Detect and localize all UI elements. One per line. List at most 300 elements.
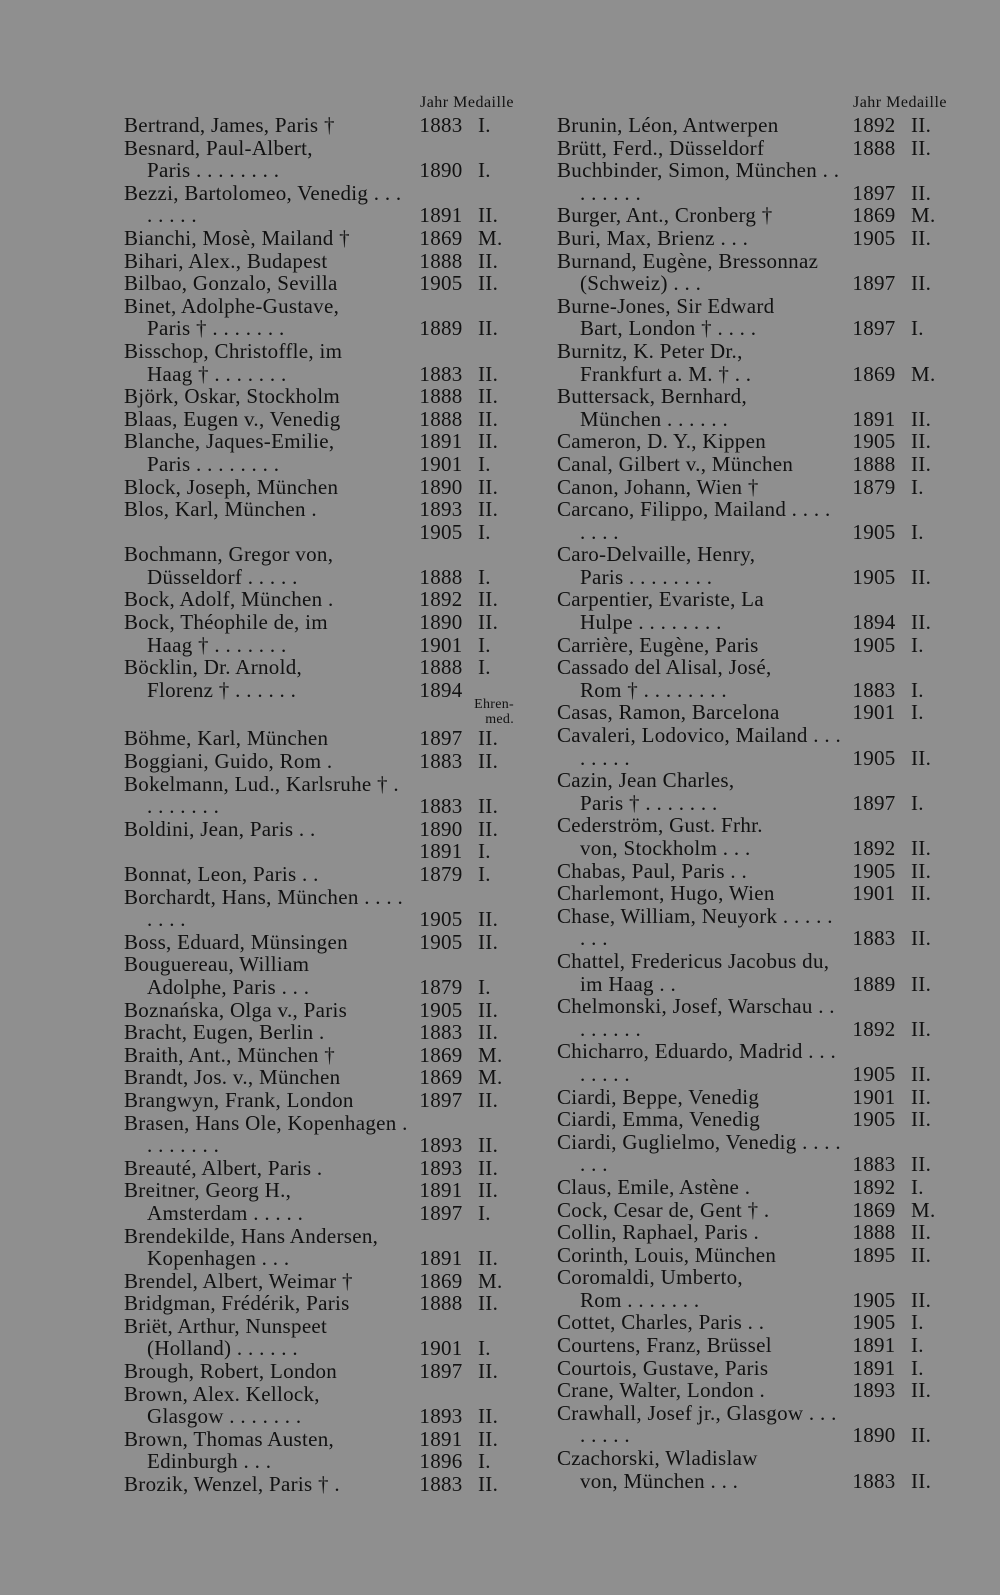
award-year: 1883 bbox=[852, 677, 896, 702]
list-item bbox=[557, 814, 947, 859]
list-item bbox=[124, 137, 514, 182]
artist-name: Briët, Arthur, Nunspeet (Holland) . . . . . . bbox=[124, 1313, 328, 1361]
artist-name: Brendekilde, Hans Andersen, Kopenhagen . . . bbox=[124, 1223, 384, 1271]
award-year: 1905 bbox=[419, 907, 463, 932]
medal-class: I. bbox=[478, 974, 491, 999]
medal-class: II. bbox=[478, 248, 499, 273]
artist-name: Böhme, Karl, München bbox=[124, 726, 329, 751]
list-item bbox=[557, 1176, 947, 1199]
medal-class: II. bbox=[478, 203, 499, 228]
artist-name: Braith, Ant., München † bbox=[124, 1042, 336, 1067]
list-item bbox=[557, 1108, 947, 1131]
artist-name: Blos, Karl, München . bbox=[124, 497, 317, 522]
artist-name: Ciardi, Beppe, Venedig bbox=[557, 1084, 760, 1109]
list-item bbox=[124, 1179, 514, 1224]
award-year: 1879 bbox=[419, 862, 463, 886]
list-item bbox=[124, 250, 514, 273]
list-item bbox=[557, 724, 947, 769]
award-year: 1897 bbox=[419, 1087, 463, 1112]
award-year: 1892 bbox=[852, 113, 896, 137]
list-item bbox=[124, 340, 514, 385]
artist-name: Chabas, Paul, Paris . . bbox=[557, 858, 748, 883]
medal-class: II. bbox=[478, 316, 499, 341]
list-item bbox=[124, 818, 514, 863]
list-item bbox=[557, 769, 947, 814]
award-year: 1869 bbox=[852, 1197, 896, 1222]
list-item bbox=[124, 931, 514, 954]
medal-class: II. bbox=[478, 271, 499, 296]
award-year: 1893 1905 bbox=[419, 497, 463, 544]
list-item bbox=[124, 1089, 514, 1112]
award-year: 1892 bbox=[852, 1016, 896, 1041]
list-item bbox=[557, 340, 947, 385]
list-item bbox=[557, 385, 947, 430]
award-year: 1905 bbox=[852, 429, 896, 454]
artist-name: Breauté, Albert, Paris . bbox=[124, 1155, 323, 1180]
artist-name: Czachorski, Wladislaw von, München . . . bbox=[557, 1446, 758, 1493]
artist-name: Boggiani, Guido, Rom . bbox=[124, 749, 333, 774]
award-year: 1889 bbox=[419, 316, 463, 341]
medal-class: I. bbox=[911, 474, 924, 499]
artist-name: Cottet, Charles, Paris . . bbox=[557, 1310, 765, 1335]
award-year: 1888 bbox=[419, 248, 463, 273]
medal-class: II. I. bbox=[478, 610, 499, 657]
list-item bbox=[124, 1383, 514, 1428]
award-year: 1891 bbox=[852, 1333, 896, 1358]
list-item bbox=[124, 773, 514, 818]
medal-class: II. bbox=[911, 836, 932, 860]
artist-name: Courtois, Gustave, Paris bbox=[557, 1355, 769, 1380]
award-year: 1905 bbox=[852, 225, 896, 250]
award-year: 1883 bbox=[419, 1472, 463, 1497]
list-item bbox=[557, 905, 947, 950]
award-year: 1883 bbox=[419, 749, 463, 774]
award-year: 1895 bbox=[852, 1242, 896, 1267]
list-item bbox=[557, 204, 947, 227]
artist-name: Bonnat, Leon, Paris . . bbox=[124, 862, 319, 886]
artist-name: Canon, Johann, Wien † bbox=[557, 474, 759, 499]
award-year: 1869 bbox=[852, 361, 896, 386]
award-year: 1890 bbox=[852, 1423, 896, 1448]
artist-name: Coromaldi, Umberto, Rom . . . . . . . bbox=[557, 1265, 743, 1312]
award-year: 1905 bbox=[419, 997, 463, 1022]
award-year: 1890 1901 bbox=[419, 610, 463, 657]
artist-name: Brough, Robert, London bbox=[124, 1359, 338, 1384]
medal-class: I. bbox=[478, 564, 491, 589]
medal-class: II. bbox=[478, 749, 499, 774]
artist-name: Borchardt, Hans, München . . . . . . . . bbox=[124, 884, 409, 932]
award-year: 1883 bbox=[852, 1468, 896, 1493]
medal-class: II. bbox=[911, 926, 932, 951]
medal-note: Ehren- med. bbox=[474, 697, 514, 728]
medal-class: M. bbox=[911, 361, 936, 386]
list-item bbox=[557, 250, 947, 295]
award-year: 1883 bbox=[852, 926, 896, 951]
award-year: 1897 bbox=[852, 790, 896, 815]
award-year: 1889 bbox=[852, 971, 896, 996]
award-year: 1905 bbox=[852, 1310, 896, 1335]
list-item bbox=[557, 1199, 947, 1222]
medal-class: II. bbox=[478, 1020, 499, 1045]
medal-class: II. bbox=[911, 564, 932, 589]
award-year: 1892 bbox=[852, 836, 896, 860]
medal-class: II. bbox=[478, 929, 499, 954]
artist-name: Corinth, Louis, München bbox=[557, 1242, 777, 1267]
list-item bbox=[124, 999, 514, 1022]
list-item bbox=[124, 886, 514, 931]
medal-class: II. bbox=[911, 1378, 932, 1403]
right-column bbox=[557, 92, 947, 1492]
medal-class: I. bbox=[911, 1333, 924, 1358]
list-item bbox=[124, 611, 514, 656]
award-year: 1869 bbox=[852, 203, 896, 228]
medal-class: II. bbox=[478, 1291, 499, 1316]
artist-name: Boldini, Jean, Paris . . bbox=[124, 816, 316, 841]
medal-class: I. bbox=[911, 632, 924, 657]
medal-class: I. bbox=[911, 1174, 924, 1199]
artist-name: Bihari, Alex., Budapest bbox=[124, 248, 328, 273]
award-year: 1888 1894 bbox=[419, 655, 463, 702]
award-year: 1891 1901 bbox=[419, 429, 463, 476]
award-year: 1883 bbox=[419, 113, 463, 137]
artist-name: Buri, Max, Brienz . . . bbox=[557, 225, 749, 250]
award-year: 1901 bbox=[419, 1336, 463, 1361]
list-item bbox=[124, 498, 514, 543]
list-item bbox=[557, 498, 947, 543]
list-item bbox=[557, 453, 947, 476]
artist-name: Brendel, Albert, Weimar † bbox=[124, 1268, 353, 1293]
medal-class: II. I. bbox=[478, 1426, 499, 1474]
medal-class: II. bbox=[911, 610, 932, 635]
artist-name: Burnand, Eugène, Bressonnaz (Schweiz) . . . bbox=[557, 248, 824, 296]
award-year: 1905 bbox=[852, 858, 896, 883]
medal-class: II. bbox=[911, 1423, 932, 1448]
list-item bbox=[557, 656, 947, 701]
award-year: 1905 bbox=[419, 271, 463, 296]
medal-class: II. bbox=[911, 1084, 932, 1109]
list-item bbox=[557, 995, 947, 1040]
list-item bbox=[557, 950, 947, 995]
award-year: 1891 bbox=[419, 1246, 463, 1271]
artist-name: Besnard, Paul-Albert, Paris . . . . . . . . bbox=[124, 135, 313, 183]
list-item bbox=[124, 182, 514, 227]
list-item bbox=[557, 1379, 947, 1402]
list-item bbox=[124, 1112, 514, 1157]
list-item bbox=[124, 476, 514, 499]
artist-name: Cederström, Gust. Frhr. von, Stockholm . . . bbox=[557, 813, 763, 860]
award-year: 1883 bbox=[419, 1020, 463, 1045]
medal-class: II. bbox=[911, 135, 932, 160]
artist-name: Chase, William, Neuyork . . . . . . . . bbox=[557, 903, 839, 951]
artist-name: Breitner, Georg H., Amsterdam . . . . . bbox=[124, 1178, 304, 1225]
list-item bbox=[124, 1157, 514, 1180]
artist-name: Bochmann, Gregor von, Düsseldorf . . . . . bbox=[124, 542, 334, 589]
medal-class: I. bbox=[911, 677, 924, 702]
column-header: Jahr Medaille bbox=[419, 94, 514, 111]
award-year: 1891 1896 bbox=[419, 1426, 463, 1474]
list-item bbox=[557, 1131, 947, 1176]
medal-class: M. bbox=[478, 1042, 503, 1067]
award-year: 1888 bbox=[419, 1291, 463, 1316]
artist-name: Bianchi, Mosè, Mailand † bbox=[124, 225, 350, 250]
artist-name: Cazin, Jean Charles, Paris † . . . . . . . bbox=[557, 768, 735, 815]
award-year: 1890 1891 bbox=[419, 816, 463, 864]
artist-name: Bertrand, James, Paris † bbox=[124, 113, 335, 137]
medal-class: II. bbox=[478, 474, 499, 499]
left-column bbox=[124, 92, 514, 1496]
award-year: 1894 bbox=[852, 610, 896, 635]
artist-name: Bezzi, Bartolomeo, Venedig . . . . . . . . bbox=[124, 180, 408, 228]
award-year: 1905 bbox=[852, 632, 896, 657]
artist-name: Brozik, Wenzel, Paris † . bbox=[124, 1472, 340, 1497]
award-year: 1901 bbox=[852, 881, 896, 906]
list-item bbox=[124, 750, 514, 773]
artist-name: Bokelmann, Lud., Karlsruhe † . . . . . . . . bbox=[124, 771, 405, 819]
award-year: 1901 bbox=[852, 1084, 896, 1109]
medal-class: II. bbox=[911, 858, 932, 883]
list-item bbox=[557, 430, 947, 453]
award-year: 1888 bbox=[852, 135, 896, 160]
list-item bbox=[557, 1221, 947, 1244]
medal-class: I. bbox=[911, 790, 924, 815]
award-year: 1892 bbox=[852, 1174, 896, 1199]
award-year: 1879 bbox=[852, 474, 896, 499]
medal-class: M. bbox=[478, 225, 503, 250]
artist-name: Caro-Delvaille, Henry, Paris . . . . . . . . bbox=[557, 542, 756, 589]
award-year: 1897 bbox=[852, 316, 896, 341]
award-year: 1892 bbox=[419, 587, 463, 612]
medal-class: II. bbox=[478, 1133, 499, 1158]
list-item bbox=[557, 227, 947, 250]
medal-class: I. bbox=[478, 158, 491, 183]
medal-class: II. bbox=[911, 971, 932, 996]
list-item bbox=[124, 1066, 514, 1089]
list-item bbox=[557, 1040, 947, 1085]
artist-name: Brown, Alex. Kellock, Glasgow . . . . . . . bbox=[124, 1381, 320, 1429]
artist-name: Chattel, Fredericus Jacobus du, im Haag . . bbox=[557, 948, 835, 996]
list-item bbox=[557, 1086, 947, 1109]
list-item bbox=[124, 863, 514, 886]
award-year: 1905 bbox=[852, 1061, 896, 1086]
artist-name: Cassado del Alisal, José, Rom † . . . . . . . . bbox=[557, 655, 772, 702]
medal-class: II. bbox=[911, 1107, 932, 1132]
artist-name: Buttersack, Bernhard, München . . . . . . bbox=[557, 384, 747, 431]
medal-class: I. bbox=[478, 1336, 491, 1361]
medal-class: II. bbox=[911, 1061, 932, 1086]
list-item bbox=[124, 295, 514, 340]
award-year: 1905 bbox=[852, 745, 896, 770]
list-item bbox=[557, 1266, 947, 1311]
list-item bbox=[557, 114, 947, 137]
medal-class: I. bbox=[478, 862, 491, 886]
award-year: 1890 bbox=[419, 474, 463, 499]
artist-name: Buchbinder, Simon, München . . . . . . . . bbox=[557, 158, 845, 205]
medal-class: II. bbox=[478, 406, 499, 431]
medal-class: I. bbox=[911, 1310, 924, 1335]
medal-class: M. bbox=[478, 1065, 503, 1090]
medal-class: II. bbox=[911, 1016, 932, 1041]
artist-name: Casas, Ramon, Barcelona bbox=[557, 700, 780, 725]
artist-name: Bridgman, Frédérik, Paris bbox=[124, 1291, 350, 1316]
medal-class: II. I. bbox=[478, 1178, 499, 1225]
medal-class: II. bbox=[911, 225, 932, 250]
award-year: 1893 bbox=[852, 1378, 896, 1403]
award-year: 1893 bbox=[419, 1133, 463, 1158]
artist-name: Brandt, Jos. v., München bbox=[124, 1065, 341, 1090]
award-year: 1897 bbox=[852, 180, 896, 205]
medal-class: II. bbox=[478, 1087, 499, 1112]
artist-name: Chelmonski, Josef, Warschau . . . . . . . . bbox=[557, 994, 841, 1041]
artist-name: Burne-Jones, Sir Edward Bart, London † . . . . bbox=[557, 293, 775, 341]
medal-class: II. bbox=[478, 794, 499, 819]
list-item bbox=[124, 227, 514, 250]
medal-class: M. bbox=[911, 1197, 936, 1222]
artist-name: Bilbao, Gonzalo, Sevilla bbox=[124, 271, 338, 296]
artist-name: Blanche, Jaques-Emilie, Paris . . . . . . . . bbox=[124, 429, 335, 476]
medal-class: II. I. bbox=[478, 497, 499, 544]
list-item bbox=[557, 701, 947, 724]
medal-class: II. bbox=[478, 1472, 499, 1497]
list-item bbox=[557, 137, 947, 160]
artist-name: Cameron, D. Y., Kippen bbox=[557, 429, 766, 454]
medal-class: II. bbox=[478, 726, 499, 751]
list-item bbox=[124, 1315, 514, 1360]
list-item bbox=[124, 1473, 514, 1496]
list-item bbox=[124, 1428, 514, 1473]
artist-name: Brütt, Ferd., Düsseldorf bbox=[557, 135, 765, 160]
award-year: 1888 bbox=[419, 564, 463, 589]
list-item bbox=[557, 1334, 947, 1357]
medal-class: II. bbox=[911, 113, 932, 137]
award-year: 1905 bbox=[852, 564, 896, 589]
artist-name: Carcano, Filippo, Mailand . . . . . . . . bbox=[557, 497, 837, 544]
list-item bbox=[124, 588, 514, 611]
medal-class: II. I. bbox=[478, 816, 499, 864]
medal-class: II. bbox=[911, 180, 932, 205]
artist-name: Courtens, Franz, Brüssel bbox=[557, 1333, 772, 1358]
medal-class: II. bbox=[478, 587, 499, 612]
artist-name: Björk, Oskar, Stockholm bbox=[124, 384, 341, 409]
award-year: 1869 bbox=[419, 1065, 463, 1090]
list-item bbox=[124, 656, 514, 727]
artist-name: Brasen, Hans Ole, Kopenhagen . . . . . . . . bbox=[124, 1110, 414, 1158]
artist-name: Blaas, Eugen v., Venedig bbox=[124, 406, 341, 431]
list-item bbox=[124, 1360, 514, 1383]
artist-name: Chicharro, Eduardo, Madrid . . . . . . . . bbox=[557, 1039, 842, 1086]
award-year: 1905 bbox=[852, 1287, 896, 1312]
artist-name: Bock, Théophile de, im Haag † . . . . . . . bbox=[124, 610, 328, 657]
artist-name: Block, Joseph, München bbox=[124, 474, 339, 499]
award-year: 1893 bbox=[419, 1404, 463, 1429]
award-year: 1891 1897 bbox=[419, 1178, 463, 1225]
award-year: 1869 bbox=[419, 1042, 463, 1067]
artist-name: Ciardi, Guglielmo, Venedig . . . . . . . bbox=[557, 1129, 847, 1177]
list-item bbox=[124, 1270, 514, 1293]
medal-class: II. bbox=[911, 1468, 932, 1493]
award-year: 1888 bbox=[419, 384, 463, 409]
list-item bbox=[557, 588, 947, 633]
artist-name: Ciardi, Emma, Venedig bbox=[557, 1107, 761, 1132]
medal-class: II. bbox=[911, 745, 932, 770]
award-year: 1905 bbox=[852, 1107, 896, 1132]
award-year: 1883 bbox=[852, 1152, 896, 1177]
artist-name: Bouguereau, William Adolphe, Paris . . . bbox=[124, 952, 310, 999]
medal-class: II. bbox=[911, 1220, 932, 1245]
medal-class: II. bbox=[911, 406, 932, 431]
medal-class: I. bbox=[911, 519, 924, 544]
entry-list bbox=[557, 114, 947, 1492]
award-year: 1888 bbox=[419, 406, 463, 431]
award-year: 1891 bbox=[852, 406, 896, 431]
medal-class: II. bbox=[478, 907, 499, 932]
artist-name: Bisschop, Christoffle, im Haag † . . . . . . . bbox=[124, 338, 343, 386]
medal-class: II. bbox=[911, 881, 932, 906]
medal-class: II. I. bbox=[478, 429, 499, 476]
list-item bbox=[124, 953, 514, 998]
medal-class: II. bbox=[911, 429, 932, 454]
medal-class: I. bbox=[911, 316, 924, 341]
medal-class: II. bbox=[478, 384, 499, 409]
list-item bbox=[557, 159, 947, 204]
list-item bbox=[557, 543, 947, 588]
artist-name: Burnitz, K. Peter Dr., Frankfurt a. M. † . . bbox=[557, 338, 752, 386]
list-item bbox=[557, 295, 947, 340]
list-item bbox=[124, 727, 514, 750]
artist-name: Bock, Adolf, München . bbox=[124, 587, 334, 612]
list-item bbox=[124, 1044, 514, 1067]
artist-name: Böcklin, Dr. Arnold, Florenz † . . . . . . bbox=[124, 655, 303, 702]
column-header: Jahr Medaille bbox=[852, 94, 947, 111]
medal-class: II. bbox=[911, 1242, 932, 1267]
list-item bbox=[124, 1225, 514, 1270]
award-year: 1897 bbox=[419, 1359, 463, 1384]
artist-name: Crane, Walter, London . bbox=[557, 1378, 766, 1403]
list-item bbox=[557, 1311, 947, 1334]
award-year: 1893 bbox=[419, 1155, 463, 1180]
list-item bbox=[557, 1447, 947, 1492]
artist-name: Brangwyn, Frank, London bbox=[124, 1087, 354, 1112]
award-year: 1869 bbox=[419, 225, 463, 250]
list-item bbox=[124, 408, 514, 431]
artist-name: Canal, Gilbert v., München bbox=[557, 451, 794, 476]
list-item bbox=[124, 272, 514, 295]
artist-name: Cavaleri, Lodovico, Mailand . . . . . . . . bbox=[557, 723, 847, 770]
award-year: 1869 bbox=[419, 1268, 463, 1293]
medal-class: I. bbox=[911, 700, 924, 725]
medal-class: I. bbox=[478, 655, 491, 680]
list-item bbox=[124, 1292, 514, 1315]
artist-name: Carpentier, Evariste, La Hulpe . . . . . . . . bbox=[557, 587, 764, 635]
artist-name: Bracht, Eugen, Berlin . bbox=[124, 1020, 325, 1045]
medal-class: M. bbox=[911, 203, 936, 228]
award-year: 1888 bbox=[852, 451, 896, 476]
artist-name: Brunin, Léon, Antwerpen bbox=[557, 113, 779, 137]
list-item bbox=[124, 543, 514, 588]
medal-class: II. bbox=[911, 1152, 932, 1177]
list-item bbox=[557, 1402, 947, 1447]
artist-name: Boss, Eduard, Münsingen bbox=[124, 929, 348, 954]
medal-class: II. bbox=[478, 997, 499, 1022]
medal-class: II. bbox=[911, 1287, 932, 1312]
award-year: 1879 bbox=[419, 974, 463, 999]
list-item bbox=[557, 476, 947, 499]
artist-name: Collin, Raphael, Paris . bbox=[557, 1220, 760, 1245]
list-item bbox=[124, 1021, 514, 1044]
list-item bbox=[124, 430, 514, 475]
artist-name: Claus, Emile, Astène . bbox=[557, 1174, 751, 1199]
medal-class: II. bbox=[911, 271, 932, 296]
artist-name: Burger, Ant., Cronberg † bbox=[557, 203, 773, 228]
